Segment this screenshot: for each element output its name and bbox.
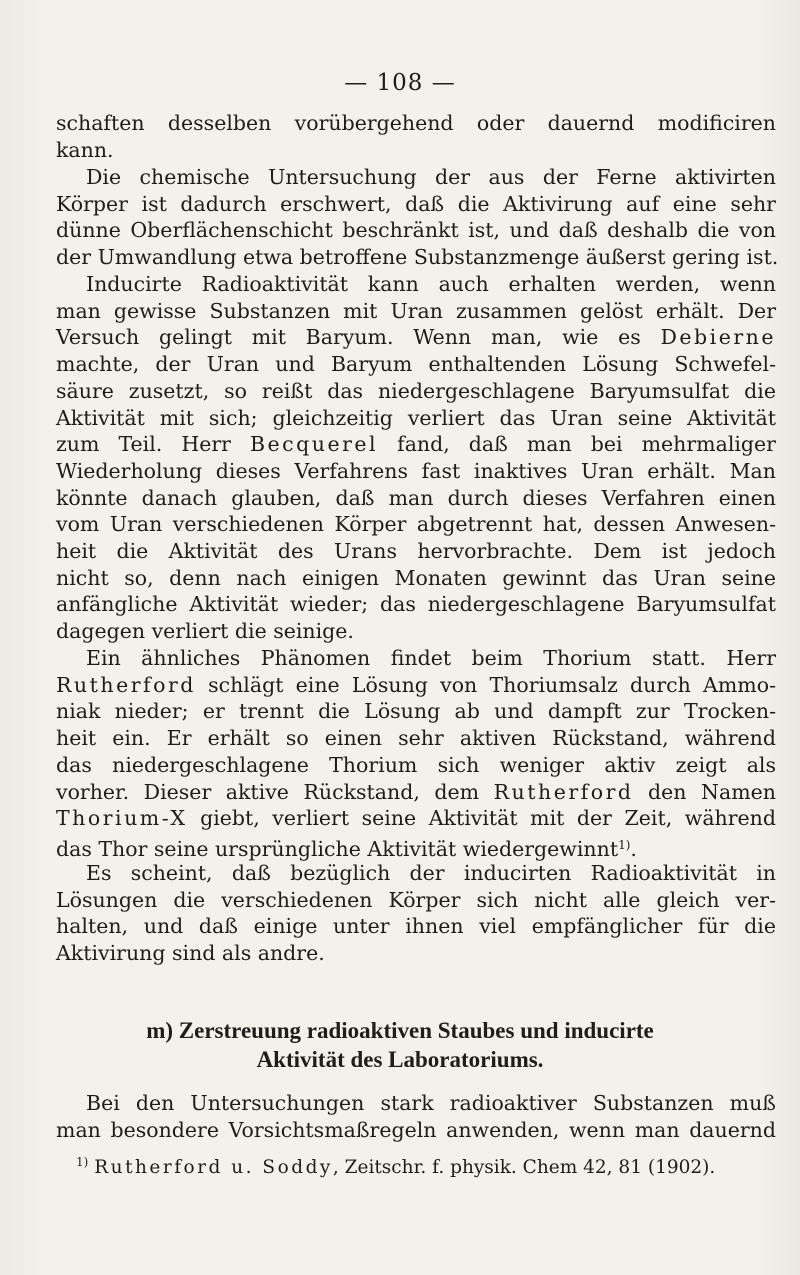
text-line: Ein ähnliches Phänomen findet beim Thorium statt. Herr <box>86 646 776 670</box>
section-heading-line-2: Aktivität des Laboratoriums. <box>256 1047 544 1072</box>
text-segment: . <box>630 836 637 861</box>
text-segment: zum Teil. Herr <box>56 432 250 457</box>
text-line: halten, und daß einige unter ihnen viel empfänglicher für die <box>56 914 776 939</box>
text-line: Es scheint, daß bezüglich der inducirten Radioaktivität in <box>86 861 776 885</box>
text-segment: den Namen <box>633 779 776 804</box>
text-line: Wiederholung dieses Verfahrens fast inaktives Uran erhält. Man <box>56 458 776 483</box>
text-line: kann. <box>56 137 114 162</box>
text-line: säure zusetzt, so reißt das niedergeschlagene Baryumsulfat die <box>56 378 776 403</box>
text-line: schaften desselben vorübergehend oder dauernd modificiren <box>56 111 776 135</box>
text-segment: schlägt eine Lösung von Thoriumsalz durch Ammo- <box>195 672 776 697</box>
text-line: dagegen verliert die seinige. <box>56 619 354 644</box>
text-line: machte, der Uran und Baryum enthaltenden Lösung Schwefel- <box>56 352 776 377</box>
footnote-reference: 1) <box>618 837 631 852</box>
paragraph-precautions <box>56 1090 776 1143</box>
footnote-citation: , Zeitschr. f. physik. Chem 42, 81 (1902). <box>332 1157 716 1178</box>
text-line: Lösungen die verschiedenen Körper sich nicht alle gleich ver- <box>56 887 776 912</box>
paragraph-induced-radioactivity <box>56 271 776 645</box>
text-line: Aktivirung sind als andre. <box>56 941 325 966</box>
footnote <box>76 1150 776 1180</box>
text-line: Die chemische Untersuchung der aus der Ferne aktivirten <box>86 165 776 189</box>
text-line: dünne Oberflächenschicht beschränkt ist, und daß deshalb die von <box>56 218 776 243</box>
text-line: anfängliche Aktivität wieder; das niedergeschlagene Baryumsulfat <box>56 592 776 617</box>
text-segment: vorher. Dieser aktive Rückstand, dem <box>56 779 494 804</box>
text-line: nicht so, denn nach einigen Monaten gewinnt das Uran seine <box>56 565 776 590</box>
text-line: der Umwandlung etwa betroffene Substanzmenge äußerst gering ist. <box>56 245 779 270</box>
text-segment: Versuch gelingt mit Baryum. Wenn man, wie es <box>56 325 661 350</box>
author-name-becquerel: Becquerel <box>249 432 379 457</box>
footnote-authors: Rutherford u. Soddy <box>94 1157 333 1178</box>
paragraph-thorium <box>56 645 776 863</box>
text-line <box>56 779 776 806</box>
text-line <box>56 431 776 458</box>
author-name-rutherford: Rutherford <box>56 672 196 697</box>
text-line: Bei den Untersuchungen stark radioaktiver Substanzen muß <box>86 1091 776 1115</box>
section-heading-line-1: m) Zerstreuung radioaktiven Staubes und inducirte <box>146 1018 654 1043</box>
text-line: vom Uran verschiedenen Körper abgetrennt hat, dessen Anwesen- <box>56 512 776 537</box>
text-line: Körper ist dadurch erschwert, daß die Aktivirung auf eine sehr <box>56 191 776 216</box>
paragraph-continuation <box>56 110 776 163</box>
text-line <box>56 805 776 832</box>
author-name-debierne: Debierne <box>660 325 776 350</box>
text-line <box>56 672 776 699</box>
text-line: Inducirte Radioaktivität kann auch erhalten werden, wenn <box>86 272 776 296</box>
text-line <box>56 324 776 351</box>
text-line: das niedergeschlagene Thorium sich weniger aktiv zeigt als <box>56 752 776 777</box>
text-segment: fand, daß man bei mehrmaliger <box>378 432 776 457</box>
text-line: man besondere Vorsichtsmaßregeln anwenden, wenn man dauernd <box>56 1117 776 1142</box>
substance-name-thorium-x: Thorium-X <box>56 806 188 831</box>
author-name-rutherford: Rutherford <box>493 779 634 804</box>
paragraph-chemical-examination <box>56 164 779 271</box>
text-segment: das Thor seine ursprüngliche Aktivität wiedergewinnt <box>56 836 619 861</box>
text-line: man gewisse Substanzen mit Uran zusammen gelöst erhält. Der <box>56 298 776 323</box>
page-number: — 108 — <box>344 70 456 96</box>
paragraph-solutions <box>56 860 776 967</box>
text-line: Aktivität mit sich; gleichzeitig verliert das Uran seine Aktivität <box>56 405 776 430</box>
text-line: heit die Aktivität des Urans hervorbrachte. Dem ist jedoch <box>56 539 776 564</box>
text-line: niak nieder; er trennt die Lösung ab und dampft zur Trocken- <box>56 699 776 724</box>
text-line: könnte danach glauben, daß man durch dieses Verfahren einen <box>56 485 776 510</box>
text-line: heit ein. Er erhält so einen sehr aktiven Rückstand, während <box>56 726 776 751</box>
text-segment: giebt, verliert seine Aktivität mit der Zeit, während <box>187 806 776 831</box>
text-line <box>56 832 776 863</box>
footnote-marker: 1) <box>76 1155 89 1169</box>
